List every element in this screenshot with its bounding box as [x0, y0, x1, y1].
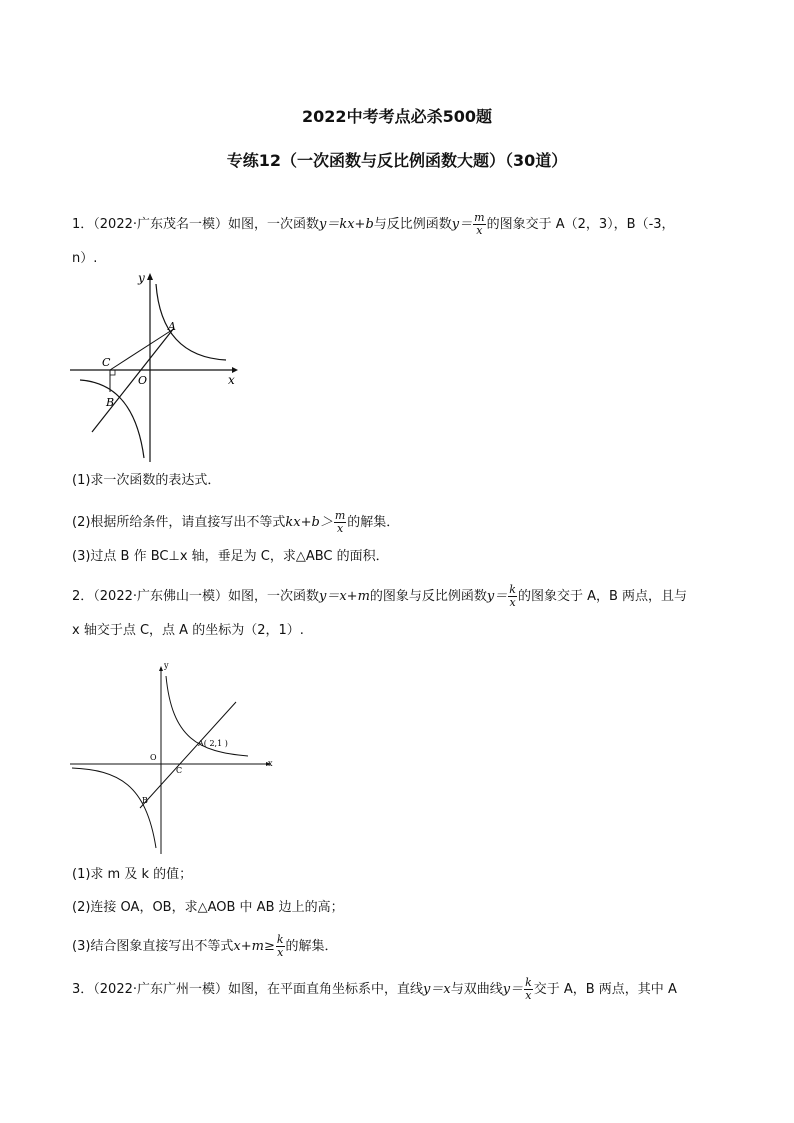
q1-segment-ca	[110, 330, 172, 370]
q1-part2-num: m	[334, 509, 346, 522]
q2-label-c: C	[176, 766, 183, 775]
q3-frac-num: k	[525, 976, 532, 989]
q2-intro-line2: x 轴交于点 C，点 A 的坐标为（2，1）.	[72, 623, 304, 638]
q1-label-y: y	[138, 271, 145, 285]
q1-part1: (1)求一次函数的表达式．	[72, 473, 221, 488]
q1-label-x: x	[228, 373, 235, 387]
q2-y-eq: y＝	[486, 589, 508, 604]
q1-label-b: B	[106, 396, 115, 409]
q2-figure	[68, 658, 278, 858]
q2-intro-a: 2．（2022·广东佛山一模）如图，一次函数	[72, 589, 319, 604]
q1-part2	[72, 510, 399, 535]
q2-part3-a: (3)结合图象直接写出不等式	[72, 939, 234, 954]
q1-right-angle-mark	[110, 370, 115, 375]
q1-part2-den: x	[336, 522, 344, 535]
q3-intro-b: 与双曲线	[450, 982, 503, 997]
q2-label-a: A( 2,1 )	[198, 739, 228, 748]
q1-intro	[72, 212, 675, 237]
q2-intro-b: 的图象与反比例函数	[369, 589, 487, 604]
q1-part2-b: 的解集．	[347, 515, 400, 530]
q2-label-o: O	[150, 753, 157, 762]
q3-intro	[72, 977, 677, 1002]
q2-part3-den: x	[277, 946, 284, 959]
q1-fraction	[473, 212, 485, 237]
q1-label-a: A	[168, 320, 176, 333]
q2-hyperbola-left	[72, 768, 156, 848]
q1-intro-line2: n）.	[72, 251, 98, 266]
q2-part1: (1)求 m 及 k 的值；	[72, 867, 193, 882]
q1-y-arrow	[147, 273, 153, 280]
q2-y-arrow	[159, 666, 163, 671]
q2-frac-num: k	[509, 583, 516, 596]
q1-part2-fraction	[334, 510, 346, 535]
q2-part3	[72, 934, 338, 959]
q1-figure	[68, 268, 248, 468]
q1-intro-a: 1．（2022·广东茂名一模）如图，一次函数	[72, 217, 319, 232]
q2-label-y: y	[164, 661, 169, 670]
doc-subtitle: 专练12（一次函数与反比例函数大题）（30道）	[226, 151, 568, 170]
q1-part2-a: (2)根据所给条件，请直接写出不等式	[72, 515, 286, 530]
q2-fraction	[508, 584, 517, 609]
q1-part2-expr: kx+b＞	[285, 515, 333, 530]
q3-linear: y＝x	[423, 982, 451, 997]
q3-fraction	[524, 977, 533, 1002]
q1-frac-num: m	[474, 211, 485, 224]
q1-linear: y＝kx+b	[319, 217, 374, 232]
doc-title: 2022中考考点必杀500题	[302, 107, 492, 126]
q2-intro	[72, 584, 687, 609]
q2-intro-c: 的图象交于 A，B 两点，且与	[517, 589, 688, 604]
q2-label-x: x	[268, 759, 273, 768]
q2-part3-expr: x+m≥	[233, 939, 275, 954]
q1-frac-den: x	[476, 224, 483, 237]
q1-intro-b: 与反比例函数	[373, 217, 452, 232]
q1-part3: (3)过点 B 作 BC⊥x 轴，垂足为 C，求△ABC 的面积．	[72, 549, 389, 564]
q2-part3-b: 的解集．	[285, 939, 338, 954]
q1-y-eq: y＝	[451, 217, 473, 232]
q3-frac-den: x	[525, 989, 532, 1002]
q1-label-o: O	[138, 374, 148, 387]
q2-part2: (2)连接 OA，OB，求△AOB 中 AB 边上的高；	[72, 900, 344, 915]
q3-y-eq: y＝	[502, 982, 524, 997]
q1-intro-c: 的图象交于 A（2，3），B（-3，	[486, 217, 675, 232]
q2-label-b: B	[142, 796, 148, 805]
q3-intro-a: 3．（2022·广东广州一模）如图，在平面直角坐标系中，直线	[72, 982, 423, 997]
q1-hyperbola-left	[80, 380, 144, 458]
q1-hyperbola-right	[156, 284, 226, 360]
q2-part3-num: k	[276, 933, 284, 946]
q2-frac-den: x	[509, 596, 516, 609]
q3-intro-c: 交于 A，B 两点，其中 A	[533, 982, 677, 997]
q2-part3-fraction	[276, 934, 285, 959]
q1-label-c: C	[102, 356, 111, 369]
q2-linear: y＝x+m	[319, 589, 370, 604]
